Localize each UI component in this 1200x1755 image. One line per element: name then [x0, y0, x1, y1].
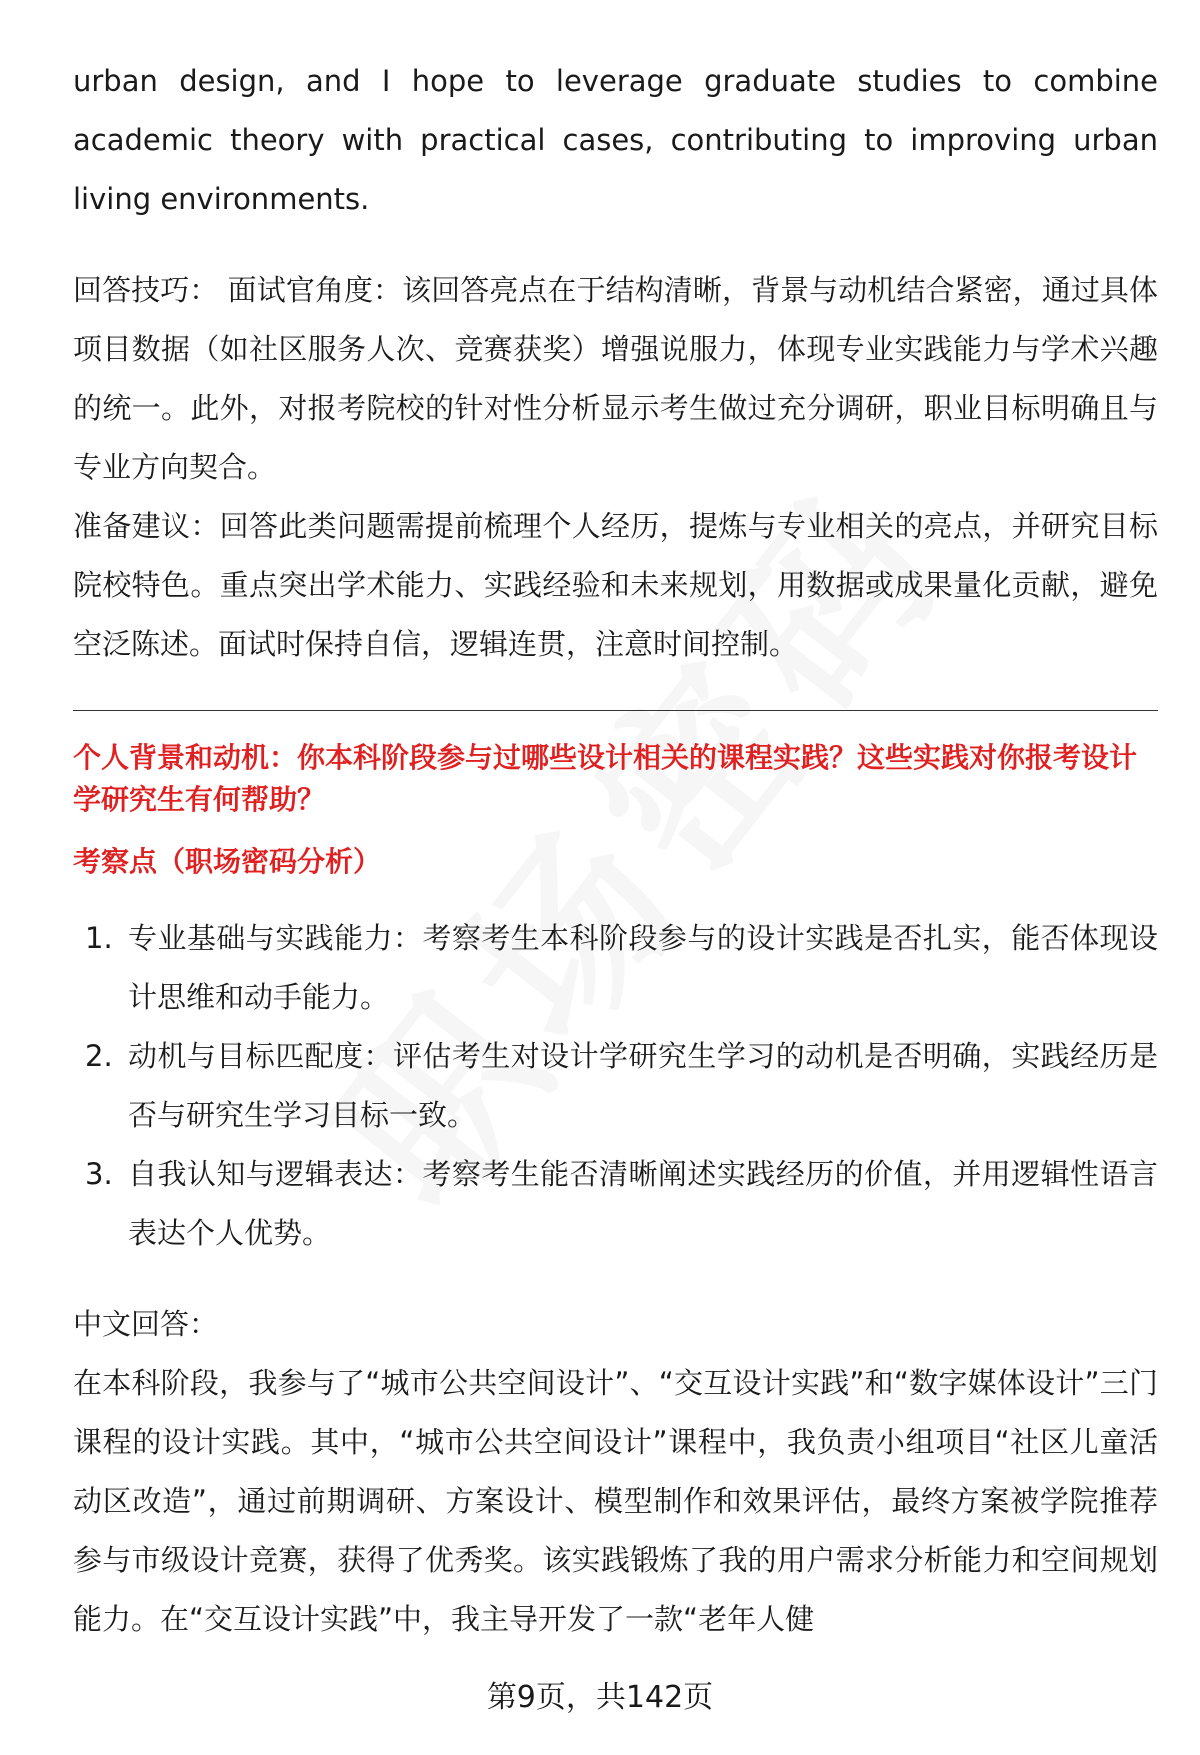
question-title: 个人背景和动机：你本科阶段参与过哪些设计相关的课程实践？这些实践对你报考设计学研究生有何帮助？ [73, 741, 1138, 816]
answer-tips: 回答技巧： 面试官角度：该回答亮点在于结构清晰，背景与动机结合紧密，通过具体项目数据（如社区服务人次、竞赛获奖）增强说服力，体现专业实践能力与学术兴趣的统一。此外，对报考院校的针对性分析显示考生做过充分调研，职业目标明确且与专业方向契合。 [73, 273, 1158, 484]
focus-points-list [73, 909, 1158, 1263]
list-item [73, 1027, 1158, 1145]
list-number: 1. [85, 921, 113, 955]
list-item [73, 909, 1158, 1027]
list-item [73, 1145, 1158, 1263]
list-text: 动机与目标匹配度：评估考生对设计学研究生学习的动机是否明确，实践经历是否与研究生学习目标一致。 [128, 1039, 1158, 1132]
spacer [73, 229, 1158, 261]
answer-label: 中文回答： [73, 1307, 219, 1341]
page-number: 第9页，共142页 [486, 1680, 714, 1715]
document-page [73, 52, 1158, 1649]
list-text: 自我认知与逻辑表达：考察考生能否清晰阐述实践经历的价值，并用逻辑性语言表达个人优势。 [128, 1157, 1158, 1250]
section-divider [73, 710, 1158, 711]
list-number: 2. [85, 1039, 113, 1073]
answer-body: 在本科阶段，我参与了“城市公共空间设计”、“交互设计实践”和“数字媒体设计”三门课程的设计实践。其中，“城市公共空间设计”课程中，我负责小组项目“社区儿童活动区改造”，通过前期调研、方案设计、模型制作和效果评估，最终方案被学院推荐参与市级设计竞赛，获得了优秀奖。该实践锻炼了我的用户需求分析能力和空间规划能力。在“交互设计实践”中，我主导开发了一款“老年人健 [73, 1366, 1158, 1636]
focus-heading: 考察点（职场密码分析） [73, 845, 382, 878]
spacer [73, 1263, 1158, 1295]
list-number: 3. [85, 1157, 113, 1191]
list-text: 专业基础与实践能力：考察考生本科阶段参与的设计实践是否扎实，能否体现设计思维和动手能力。 [128, 921, 1158, 1014]
intro-paragraph: urban design, and I hope to leverage graduate studies to combine academic theory with practical cases, contributing to improving urban living environments. [73, 64, 1158, 216]
prep-advice: 准备建议：回答此类问题需提前梳理个人经历，提炼与专业相关的亮点，并研究目标院校特色。重点突出学术能力、实践经验和未来规划，用数据或成果量化贡献，避免空泛陈述。面试时保持自信，逻辑连贯，注意时间控制。 [73, 509, 1158, 661]
